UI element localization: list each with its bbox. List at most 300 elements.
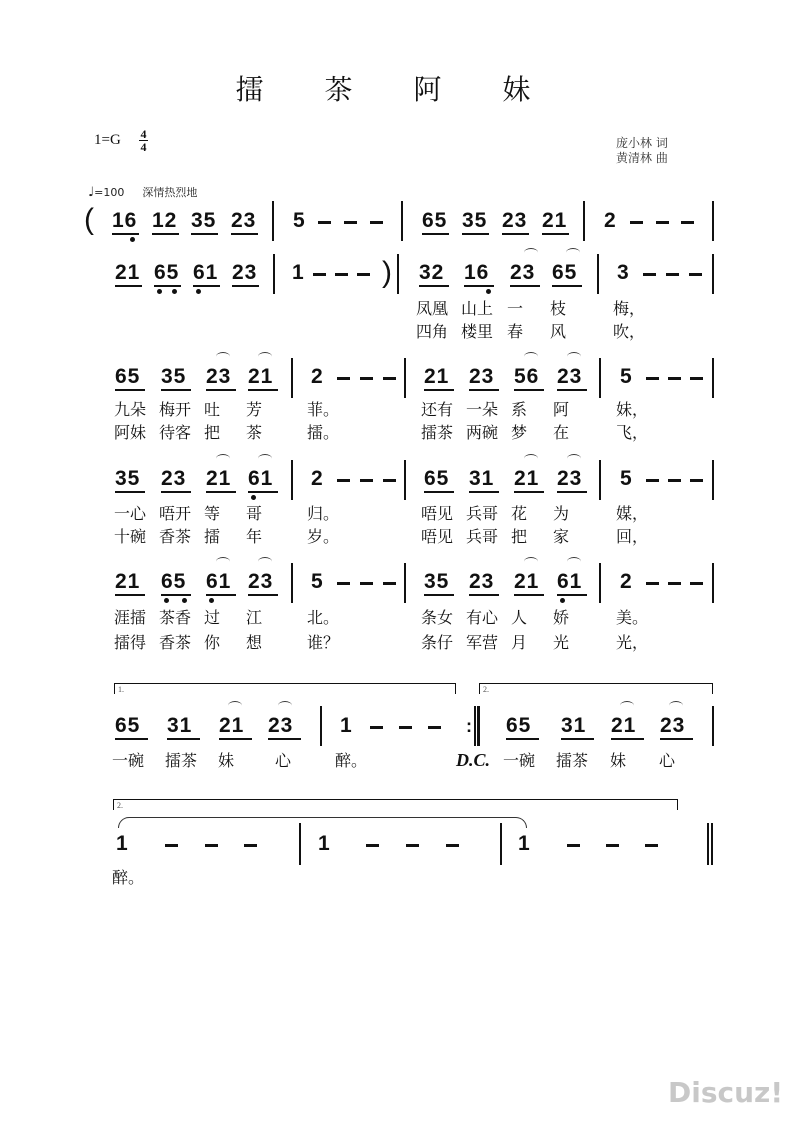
lyric: 兵哥 <box>466 527 499 546</box>
tie <box>118 817 527 828</box>
lyric: 春 <box>507 322 524 341</box>
lyric: 梅开 <box>159 400 192 419</box>
slur <box>567 557 581 566</box>
time-sig-top: 4 <box>140 127 147 141</box>
lyric: 芳 <box>246 400 263 419</box>
slur <box>258 454 272 463</box>
underline <box>112 233 139 235</box>
dash <box>656 221 669 224</box>
dash <box>357 273 370 276</box>
lyric: 北。 <box>307 608 340 627</box>
time-signature <box>139 128 148 153</box>
underline <box>219 738 252 740</box>
dash <box>383 377 396 380</box>
note-group: 23 <box>557 365 583 388</box>
note: 1 <box>116 832 129 855</box>
barline <box>273 254 275 294</box>
underline <box>115 389 145 391</box>
underline <box>469 389 499 391</box>
underline <box>557 491 587 493</box>
underline <box>514 389 544 391</box>
slur <box>228 701 242 710</box>
lyric: 枝 <box>550 299 567 318</box>
lyric: 条女 <box>421 608 454 627</box>
barline <box>272 201 274 241</box>
dash <box>645 844 658 847</box>
lyric: 楼里 <box>461 322 494 341</box>
time-sig-bottom: 4 <box>140 140 147 154</box>
slur <box>216 352 230 361</box>
slur <box>566 248 580 257</box>
note-group: 23 <box>232 261 258 284</box>
underline <box>561 738 594 740</box>
underline <box>115 491 145 493</box>
underline <box>422 233 449 235</box>
underline <box>611 738 644 740</box>
note-group: 21 <box>542 209 568 232</box>
lyric: 擂茶 <box>165 751 198 770</box>
barline <box>500 823 502 865</box>
note-group: 65 <box>154 261 180 284</box>
dash <box>446 844 459 847</box>
note-group: 21 <box>206 467 232 490</box>
underline <box>514 594 544 596</box>
lyric: 过 <box>204 608 221 627</box>
underline <box>248 594 278 596</box>
watermark-logo: Discuz! <box>668 1076 784 1109</box>
underline <box>161 594 191 596</box>
underline <box>115 594 145 596</box>
underline <box>115 285 142 287</box>
dash <box>646 377 659 380</box>
note-group: 23 <box>268 714 294 737</box>
dash <box>567 844 580 847</box>
dash <box>205 844 218 847</box>
note: 2 <box>311 467 324 490</box>
lyric: 吹， <box>613 322 646 341</box>
note: 3 <box>617 261 630 284</box>
dash <box>428 726 441 729</box>
lyric: 涯擂 <box>114 608 147 627</box>
dash <box>630 221 643 224</box>
lyric: 为 <box>553 504 570 523</box>
dash <box>244 844 257 847</box>
underline <box>552 285 582 287</box>
dash <box>646 582 659 585</box>
lyric: 哥 <box>246 504 263 523</box>
underline <box>152 233 179 235</box>
low-octave-dot <box>130 237 135 242</box>
note-group: 21 <box>514 570 540 593</box>
lyric: 美。 <box>616 608 649 627</box>
lyric: 光， <box>616 633 649 652</box>
dash <box>370 726 383 729</box>
lyric: 谁？ <box>307 633 340 652</box>
note-group: 65 <box>115 714 141 737</box>
slur <box>524 454 538 463</box>
barline <box>397 254 399 294</box>
lyric: 在 <box>553 423 570 442</box>
underline <box>193 285 220 287</box>
lyric: 擂茶 <box>421 423 454 442</box>
note-group: 65 <box>424 467 450 490</box>
note: 5 <box>620 467 633 490</box>
slur <box>216 454 230 463</box>
dash <box>681 221 694 224</box>
barline-thick <box>477 706 480 746</box>
note-group: 61 <box>248 467 274 490</box>
low-octave-dot <box>560 598 565 603</box>
lyric: 等 <box>204 504 221 523</box>
lyric: 媒， <box>616 504 649 523</box>
lyric: 一朵 <box>466 400 499 419</box>
barline <box>712 460 714 500</box>
note-group: 65 <box>552 261 578 284</box>
expression-mark: 深情热烈地 <box>142 186 198 199</box>
volta-label: 2. <box>483 685 489 694</box>
lyric: 九朵 <box>114 400 147 419</box>
dash <box>383 479 396 482</box>
credits <box>616 136 668 166</box>
lyric: 唔见 <box>421 527 454 546</box>
note-group: 23 <box>231 209 257 232</box>
lyric: 唔见 <box>421 504 454 523</box>
dash <box>335 273 348 276</box>
note: 1 <box>318 832 331 855</box>
barline <box>597 254 599 294</box>
barline <box>599 460 601 500</box>
dash <box>360 377 373 380</box>
slur <box>669 701 683 710</box>
lyric: 菲。 <box>307 400 340 419</box>
volta-label: 2. <box>117 801 123 810</box>
lyric: 月 <box>511 633 528 652</box>
key-signature: 1=G <box>94 132 121 148</box>
underline <box>206 389 236 391</box>
note: 2 <box>620 570 633 593</box>
lyric: 妹， <box>616 400 649 419</box>
lyric: 光 <box>553 633 570 652</box>
composer: 黄清林 曲 <box>616 151 668 165</box>
note: 5 <box>620 365 633 388</box>
underline <box>557 389 587 391</box>
lyric: 待客 <box>159 423 192 442</box>
dash <box>165 844 178 847</box>
low-octave-dot <box>251 495 256 500</box>
note: 5 <box>293 209 306 232</box>
lyric: 阿妹 <box>114 423 147 442</box>
barline <box>599 358 601 398</box>
underline <box>464 285 494 287</box>
barline <box>712 254 714 294</box>
lyric: 擂。 <box>307 423 340 442</box>
barline <box>404 460 406 500</box>
dash <box>366 844 379 847</box>
slur <box>216 557 230 566</box>
barline <box>401 201 403 241</box>
note-group: 21 <box>424 365 450 388</box>
note-group: 21 <box>115 570 141 593</box>
dash <box>646 479 659 482</box>
underline <box>161 491 191 493</box>
dash <box>383 582 396 585</box>
lyric: 梦 <box>511 423 528 442</box>
slur <box>258 352 272 361</box>
low-octave-dot <box>157 289 162 294</box>
dash <box>370 221 383 224</box>
dash <box>318 221 331 224</box>
lyric: 四角 <box>416 322 449 341</box>
underline <box>469 491 499 493</box>
lyric: 妹 <box>610 751 627 770</box>
lyric: 想 <box>246 633 263 652</box>
dash <box>406 844 419 847</box>
underline <box>502 233 529 235</box>
note-group: 35 <box>191 209 217 232</box>
dash <box>643 273 656 276</box>
underline <box>462 233 489 235</box>
note-group: 23 <box>469 365 495 388</box>
note: 2 <box>311 365 324 388</box>
barline-thin <box>474 706 476 746</box>
lyric: 军营 <box>466 633 499 652</box>
lyric: 把 <box>511 527 528 546</box>
lyric: 江 <box>246 608 263 627</box>
note-group: 65 <box>161 570 187 593</box>
slur <box>567 454 581 463</box>
underline <box>248 389 278 391</box>
lyric: 系 <box>511 400 528 419</box>
lyric: 心 <box>275 751 292 770</box>
lyric: 凤凰 <box>416 299 449 318</box>
lyric: 飞， <box>616 423 649 442</box>
note: 1 <box>292 261 305 284</box>
note-group: 23 <box>557 467 583 490</box>
underline <box>191 233 218 235</box>
lyricist: 庞小林 词 <box>616 136 668 150</box>
da-capo-mark: D.C. <box>456 750 491 770</box>
note-group: 65 <box>506 714 532 737</box>
note-group: 61 <box>193 261 219 284</box>
underline <box>424 491 454 493</box>
tempo-marking <box>88 184 197 200</box>
underline <box>154 285 181 287</box>
note-group: 23 <box>660 714 686 737</box>
dash <box>360 479 373 482</box>
lyric: 唔开 <box>159 504 192 523</box>
note-group: 61 <box>557 570 583 593</box>
tempo-value: =100 <box>94 186 125 199</box>
barline <box>291 460 293 500</box>
dash <box>690 377 703 380</box>
note-group: 35 <box>424 570 450 593</box>
note-group: 31 <box>561 714 587 737</box>
note-group: 65 <box>422 209 448 232</box>
slur <box>258 557 272 566</box>
note-group: 31 <box>469 467 495 490</box>
note: 5 <box>311 570 324 593</box>
lyric: 十碗 <box>114 527 147 546</box>
note-group: 35 <box>462 209 488 232</box>
volta-bracket-2 <box>479 683 713 694</box>
note-group: 23 <box>206 365 232 388</box>
volta-bracket-1 <box>114 683 456 694</box>
note-group: 23 <box>248 570 274 593</box>
lyric: 心 <box>659 751 676 770</box>
lyric: 擂茶 <box>556 751 589 770</box>
lyric: 条仔 <box>421 633 454 652</box>
dash <box>606 844 619 847</box>
volta-label: 1. <box>118 685 124 694</box>
lyric: 一碗 <box>112 751 145 770</box>
barline <box>404 563 406 603</box>
volta-bracket-2 <box>113 799 678 810</box>
barline <box>291 358 293 398</box>
dash <box>668 377 681 380</box>
lyric: 一碗 <box>503 751 536 770</box>
slur <box>524 248 538 257</box>
underline <box>161 389 191 391</box>
underline <box>424 594 454 596</box>
lyric: 香茶 <box>159 633 192 652</box>
note-group: 23 <box>469 570 495 593</box>
final-barline-thin <box>707 823 709 865</box>
quarter-note-icon: ♩ <box>88 185 95 200</box>
note-group: 61 <box>206 570 232 593</box>
underline <box>469 594 499 596</box>
underline <box>510 285 540 287</box>
note-group: 23 <box>510 261 536 284</box>
dash <box>668 582 681 585</box>
lyric: 吐 <box>204 400 221 419</box>
note-group: 65 <box>115 365 141 388</box>
lyric: 回， <box>616 527 649 546</box>
barline <box>712 201 714 241</box>
lyric: 擂 <box>204 527 221 546</box>
note-group: 35 <box>115 467 141 490</box>
underline <box>206 491 236 493</box>
note-group: 31 <box>167 714 193 737</box>
dash <box>360 582 373 585</box>
note-group: 16 <box>112 209 138 232</box>
barline <box>712 706 714 746</box>
underline <box>506 738 539 740</box>
lyric: 花 <box>511 504 528 523</box>
underline <box>424 389 454 391</box>
barline <box>712 358 714 398</box>
lyric: 一 <box>507 299 524 318</box>
underline <box>268 738 301 740</box>
lyric: 梅， <box>613 299 646 318</box>
dash <box>337 582 350 585</box>
lyric: 归。 <box>307 504 340 523</box>
note-group: 32 <box>419 261 445 284</box>
lyric: 醉。 <box>112 868 145 887</box>
final-barline-thick <box>711 823 713 865</box>
dash <box>690 582 703 585</box>
slur <box>278 701 292 710</box>
underline <box>167 738 200 740</box>
open-paren: ( <box>84 203 94 236</box>
low-octave-dot <box>486 289 491 294</box>
lyric: 人 <box>511 608 528 627</box>
note-group: 12 <box>152 209 178 232</box>
lyric: 擂得 <box>114 633 147 652</box>
lyric: 娇 <box>553 608 570 627</box>
lyric: 香茶 <box>159 527 192 546</box>
underline <box>232 285 259 287</box>
note-group: 21 <box>115 261 141 284</box>
lyric: 妹 <box>218 751 235 770</box>
dash <box>690 479 703 482</box>
underline <box>557 594 587 596</box>
slur <box>567 352 581 361</box>
underline <box>660 738 693 740</box>
barline <box>583 201 585 241</box>
barline <box>404 358 406 398</box>
lyric: 兵哥 <box>466 504 499 523</box>
low-octave-dot <box>209 598 214 603</box>
lyric: 把 <box>204 423 221 442</box>
underline <box>248 491 278 493</box>
dash <box>689 273 702 276</box>
note: 2 <box>604 209 617 232</box>
dash <box>313 273 326 276</box>
note: 1 <box>518 832 531 855</box>
dash <box>337 377 350 380</box>
lyric: 醉。 <box>335 751 368 770</box>
slur <box>620 701 634 710</box>
barline <box>291 563 293 603</box>
lyric: 茶香 <box>159 608 192 627</box>
note-group: 21 <box>219 714 245 737</box>
lyric: 阿 <box>553 400 570 419</box>
low-octave-dot <box>196 289 201 294</box>
lyric: 年 <box>246 527 263 546</box>
underline <box>514 491 544 493</box>
barline <box>599 563 601 603</box>
note: 1 <box>340 714 353 737</box>
lyric: 有心 <box>466 608 499 627</box>
dash <box>666 273 679 276</box>
song-title: 擂 茶 阿 妹 <box>235 73 557 106</box>
dash <box>344 221 357 224</box>
note-group: 21 <box>514 467 540 490</box>
note-group: 21 <box>611 714 637 737</box>
lyric: 两碗 <box>466 423 499 442</box>
note-group: 23 <box>161 467 187 490</box>
repeat-dots: : <box>466 716 472 736</box>
barline <box>320 706 322 746</box>
barline <box>299 823 301 865</box>
lyric: 风 <box>550 322 567 341</box>
underline <box>206 594 236 596</box>
lyric: 山上 <box>461 299 494 318</box>
lyric: 一心 <box>114 504 147 523</box>
lyric: 岁。 <box>307 527 340 546</box>
note-group: 23 <box>502 209 528 232</box>
lyric: 你 <box>204 633 221 652</box>
close-paren: ) <box>382 256 392 289</box>
lyric: 茶 <box>246 423 263 442</box>
low-octave-dot <box>164 598 169 603</box>
dash <box>399 726 412 729</box>
underline <box>115 738 148 740</box>
note-group: 56 <box>514 365 540 388</box>
barline <box>712 563 714 603</box>
slur <box>524 557 538 566</box>
dash <box>337 479 350 482</box>
